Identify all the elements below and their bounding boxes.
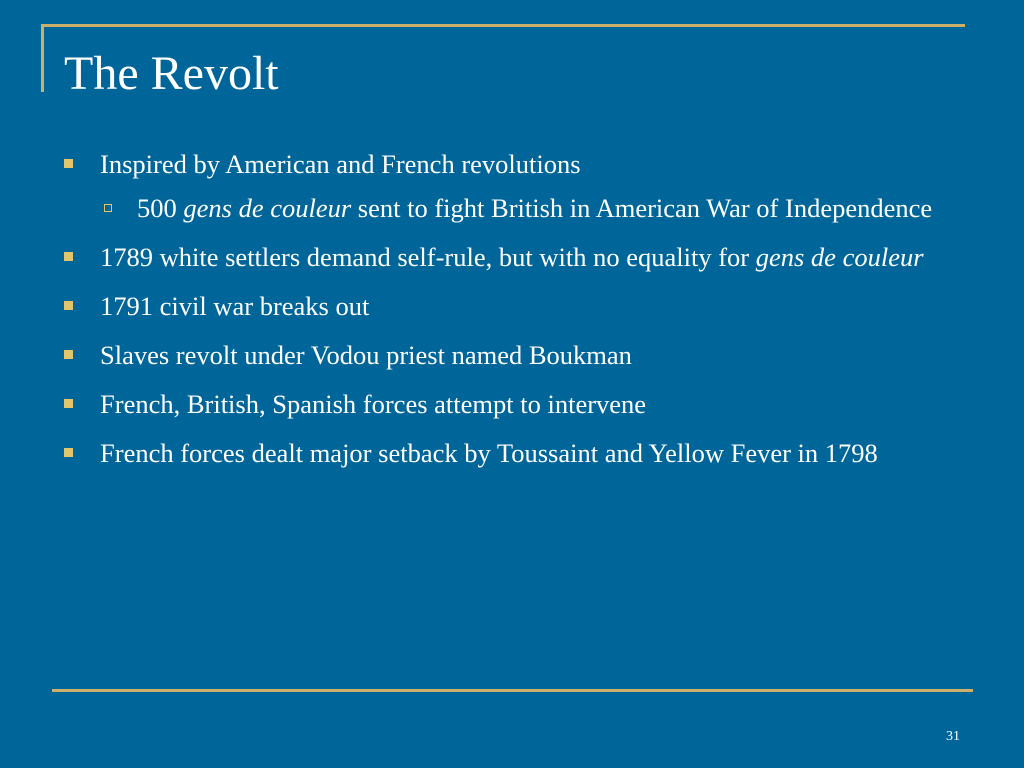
bullet-text: 1791 civil war breaks out bbox=[100, 291, 370, 321]
bullet-item bbox=[60, 384, 950, 424]
bullet-item bbox=[60, 433, 950, 473]
bullet-item bbox=[60, 144, 950, 184]
square-bullet-icon bbox=[64, 301, 73, 310]
page-number: 31 bbox=[946, 729, 960, 744]
bullet-text: French, British, Spanish forces attempt to intervene bbox=[100, 389, 647, 419]
title-frame-top bbox=[41, 24, 965, 27]
bullet-text-italic: gens de couleur bbox=[183, 193, 352, 223]
bullet-text-pre: 1789 white settlers demand self-rule, but with no equality for bbox=[100, 242, 756, 272]
square-bullet-icon bbox=[64, 159, 73, 168]
square-bullet-icon bbox=[64, 448, 73, 457]
bullet-text-italic: gens de couleur bbox=[755, 242, 924, 272]
bullet-text: French forces dealt major setback by Toussaint and Yellow Fever in 1798 bbox=[100, 438, 878, 468]
bullet-item bbox=[60, 335, 950, 375]
bullet-text: Slaves revolt under Vodou priest named Boukman bbox=[100, 340, 632, 370]
bullet-text-pre: 500 bbox=[137, 193, 184, 223]
bullet-list bbox=[60, 144, 950, 482]
title-frame-left bbox=[41, 24, 44, 92]
footer-divider bbox=[52, 689, 973, 692]
bullet-text: Inspired by American and French revolutions bbox=[100, 149, 581, 179]
bullet-item bbox=[60, 237, 950, 277]
square-bullet-icon bbox=[64, 252, 73, 261]
square-bullet-icon bbox=[64, 399, 73, 408]
sub-bullet-item bbox=[60, 188, 950, 228]
slide-title: The Revolt bbox=[64, 47, 279, 100]
hollow-square-bullet-icon bbox=[104, 204, 112, 212]
square-bullet-icon bbox=[64, 350, 73, 359]
bullet-item bbox=[60, 286, 950, 326]
bullet-text-post: sent to fight British in American War of Independence bbox=[351, 193, 933, 223]
